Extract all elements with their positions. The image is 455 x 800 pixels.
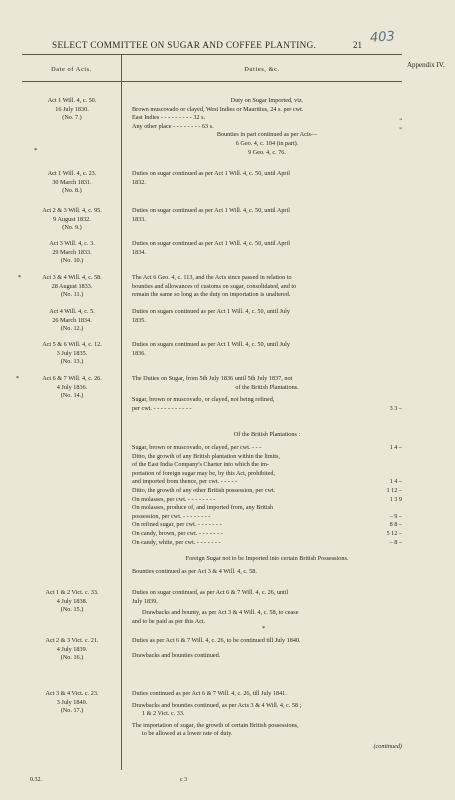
tariff-row (132, 461, 402, 470)
text-line: and imported from thence, per cwt. - - - - - (132, 478, 238, 486)
text-line: 30 March 1831. (52, 178, 92, 186)
text-line: – 9 – (389, 512, 402, 520)
text-line: 29 March 1833. (52, 248, 92, 256)
text-line: The Duties on Sugar, from 5th July 1836 until 5th July 1837, not (132, 375, 293, 382)
duty-block-8 (132, 375, 402, 576)
duty-block-4 (132, 240, 402, 257)
text-line: 1835. (132, 316, 146, 324)
text-line: (No. 17.) (60, 707, 84, 714)
text-line: Act 4 Will. 4, c. 5. (49, 308, 95, 315)
text-line: Drawbacks and bounties continued, as per Acts 3 & 4 Will. 4, c. 58 ; (132, 701, 302, 709)
column-header-date: Date of Acts. (51, 66, 92, 73)
tariff-row (132, 444, 402, 453)
text-line: Of the British Plantations : (233, 431, 301, 439)
text-line: 5 12 – (386, 529, 402, 537)
text-line: On refined sugar, per cwt. - - - - - - - (132, 521, 222, 529)
text-line: 4 July 1839. (56, 645, 88, 653)
text-line: (No. 13.) (60, 358, 84, 365)
column-header-duties: Duties, &c. (244, 66, 280, 73)
duty-block-7 (132, 341, 402, 358)
act-entry (22, 637, 122, 663)
text-line: On molasses, per cwt. - - - - - - - - (132, 495, 216, 503)
text-line: (No. 10.) (60, 257, 84, 264)
text-line: Bounties in part continued as per Acts— (216, 131, 318, 139)
margin-asterisk: * (34, 147, 38, 154)
tariff-row (132, 487, 402, 496)
text-line: 1 & 2 Vict. c. 33. (142, 710, 185, 718)
text-line: Bounties continued as per Act 3 & 4 Will. 4, c. 58. (132, 567, 257, 575)
text-line: Any other place - - - - - - - - 63 s. (132, 122, 214, 130)
text-line: On candy, brown, per cwt. - - - - - - - (132, 529, 223, 537)
duty-block-5 (132, 274, 402, 300)
text-line: 16 July 1830. (55, 105, 89, 113)
text-line: Drawbacks and bounty, as per Act 3 & 4 Will. 4, c. 58, to cease (142, 609, 299, 617)
act-entry (22, 207, 122, 233)
text-line: Duties on sugars continued as per Act 1 Will. 4, c. 50, until July (132, 341, 290, 348)
text-line: Duties on sugar continued as per Act 1 Will. 4, c. 50, until April (132, 170, 290, 177)
text-line: Act 5 & 6 Will. 4, c. 12. (42, 341, 102, 348)
text-line: 1 12 – (386, 486, 402, 494)
text-line: (No. 7.) (62, 114, 82, 121)
text-line: Duties continued as per Act 6 & 7 Will. 4, c. 26, till July 1841. (132, 690, 287, 697)
text-line: 9 August 1832. (53, 215, 91, 223)
continued-note: (continued) (373, 742, 402, 750)
header-rule (22, 81, 402, 82)
top-rule (22, 54, 402, 55)
tariff-rows (132, 444, 402, 547)
text-line: portation of foreign sugar may be, by this Act, prohibited, (132, 469, 275, 477)
text-line: „ (399, 114, 402, 122)
act-entry (22, 341, 122, 367)
tariff-row (132, 453, 402, 462)
text-line: 28 August 1833. (51, 282, 93, 290)
text-line: Act 1 Will. 4, c. 50. (47, 97, 97, 104)
tariff-row (132, 504, 402, 513)
tariff-row (132, 539, 402, 548)
text-line: 4 July 1838. (56, 597, 88, 605)
text-line: 9 Geo. 4, c. 76. (248, 148, 286, 156)
text-line: Act 2 & 3 Vict. c. 21. (45, 637, 99, 644)
act-entry (22, 274, 122, 300)
act-entry (22, 308, 122, 334)
tariff-row (132, 521, 402, 530)
text-line: (No. 14.) (60, 392, 84, 399)
text-line: Foreign Sugar not to be Imported into certain British Possessions. (185, 555, 349, 563)
footer-left-mark: 0.32. (30, 777, 42, 783)
text-line: to be allowed at a lower rate of duty. (142, 730, 233, 738)
text-line: 3 July 1840. (56, 698, 88, 706)
text-line: possession, per cwt. - - - - - - - - (132, 512, 211, 520)
margin-asterisk: * (262, 625, 266, 632)
text-line: The Act 6 Geo. 4, c. 113, and the Acts since passed in relation to (132, 274, 292, 281)
text-line: (No. 16.) (60, 654, 84, 661)
text-line: Brown muscovado or clayed, West Indies or Mauritius, 24 s. per cwt. (132, 105, 304, 113)
tariff-row (132, 478, 402, 487)
margin-asterisk: * (16, 375, 20, 382)
text-line: bounties and allowances of customs on sugar, consolidated, and to (132, 282, 297, 290)
duty-block-3 (132, 207, 402, 224)
text-line: On candy, white, per cwt. - - - - - - - (132, 538, 221, 546)
act-entry (22, 240, 122, 266)
tariff-row (132, 496, 402, 505)
duty-block-10 (132, 637, 402, 660)
text-line: (No. 11.) (60, 291, 84, 298)
text-line: 1833. (132, 215, 146, 223)
act-entry (22, 690, 122, 716)
text-line: (No. 8.) (62, 187, 82, 194)
margin-asterisk: * (18, 274, 22, 281)
text-line: Ditto, the growth of any British plantation within the limits, (132, 452, 280, 460)
tariff-row (132, 470, 402, 479)
duty-block-9 (132, 589, 402, 626)
text-line: „ (399, 122, 402, 130)
text-line: per cwt. - - - - - - - - - - - (132, 404, 192, 412)
text-line: 3 3 – (389, 404, 402, 412)
text-line: On molasses, produce of, and imported from, any British (132, 504, 274, 512)
text-line: 8 8 – (389, 521, 402, 529)
appendix-label: Appendix IV. (407, 61, 445, 69)
text-line: Duties on sugars continued as per Act 1 Will. 4, c. 50, until July (132, 308, 290, 315)
text-line: Sugar, brown or muscovado, or clayed, per cwt. - - - (132, 443, 262, 451)
footer-signature-mark: c 3 (180, 777, 188, 783)
text-line: Act 2 & 3 Will. 4, c. 95. (42, 207, 102, 214)
text-line: Act 3 & 4 Vict. c. 23. (45, 690, 99, 697)
text-line: East Indies - - - - - - - - - 32 s. (132, 114, 206, 122)
text-line: Drawbacks and bounties continued. (132, 651, 221, 659)
text-line: 4 July 1836. (56, 383, 88, 391)
duty-block-11 (132, 690, 402, 752)
duty-block-6 (132, 308, 402, 325)
text-line: (No. 9.) (62, 224, 82, 231)
text-line: – 8 – (389, 538, 402, 546)
text-line: Duty on Sugar Imported, viz. (230, 97, 304, 104)
column-divider (121, 54, 122, 770)
text-line: July 1839. (132, 597, 158, 605)
text-line: Act 1 Will. 4, c. 23. (47, 170, 97, 177)
text-line: Ditto, the growth of any other British possession, per cwt. (132, 486, 276, 494)
text-line: (No. 12.) (60, 325, 84, 332)
page-number: 21 (353, 40, 362, 50)
handwritten-folio-number: 403 (369, 29, 396, 46)
text-line: 26 March 1834. (52, 316, 92, 324)
text-line: The importation of sugar, the growth of certain British possessions, (132, 721, 299, 729)
text-line: 1834. (132, 248, 146, 256)
act-entry (22, 589, 122, 615)
text-line: Act 3 Will. 4, c. 3. (49, 240, 95, 247)
text-line: 3 July 1835. (56, 349, 88, 357)
text-line: 1836. (132, 349, 146, 357)
text-line: Act 1 & 2 Vict. c. 33. (45, 589, 99, 596)
text-line: (No. 15.) (60, 606, 84, 613)
duty-block-2 (132, 170, 402, 187)
text-line: remain the same so long as the duty on importation is unaltered. (132, 291, 291, 299)
text-line: Duties on sugar continued as per Act 1 Will. 4, c. 50, until April (132, 240, 290, 247)
text-line: Duties on sugar continued as per Act 1 Will. 4, c. 50, until April (132, 207, 290, 214)
text-line: 6 Geo. 4, c. 104 (in part). (235, 139, 299, 147)
act-entry (22, 375, 122, 401)
tariff-row (132, 513, 402, 522)
text-line: Sugar, brown or muscovado, or clayed, not being refined, (132, 396, 275, 404)
act-entry (22, 170, 122, 196)
tariff-row (132, 530, 402, 539)
text-line: Act 3 & 4 Will. 4, c. 58. (42, 274, 102, 281)
text-line: 1 4 – (389, 478, 402, 486)
text-line: 1 3 9 (389, 495, 402, 503)
text-line: Duties as per Act 6 & 7 Will. 4, c. 26, to be continued till July 1840. (132, 637, 301, 644)
text-line: 1832. (132, 178, 146, 186)
text-line: 1 4 – (389, 443, 402, 451)
text-line: of the East India Company's Charter into which the im- (132, 461, 270, 469)
page-header-title: SELECT COMMITTEE ON SUGAR AND COFFEE PLANTING. (52, 40, 317, 50)
text-line: of the British Plantations. (235, 383, 299, 391)
text-line: Act 6 & 7 Will. 4, c. 26. (42, 375, 102, 382)
text-line: and to be paid as per this Act. (132, 617, 206, 625)
text-line: Duties on sugar continued, as per Act 6 & 7 Will. 4, c. 26, until (132, 589, 289, 596)
act-entry (22, 97, 122, 123)
duty-block-1 (132, 97, 402, 157)
